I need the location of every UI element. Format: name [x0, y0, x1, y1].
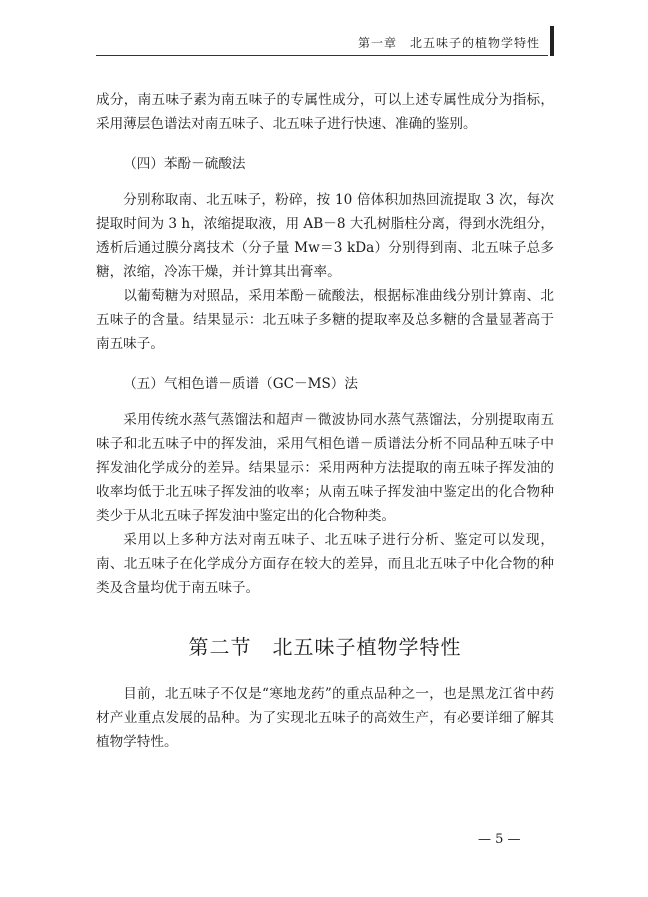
paragraph-polysaccharide-extraction: 分别称取南、北五味子，粉碎，按 10 倍体积加热回流提取 3 次，每次提取时间为 3 h，浓缩提取液，用 AB－8 大孔树脂柱分离，得到水洗组分，透析后通过膜分离技术（分子量 Mw＝3 kDa）分别得到南、北五味子总多糖，浓缩，冷冻干燥，并计算其出膏率。: [96, 192, 554, 280]
paragraph-summary: 采用以上多种方法对南五味子、北五味子进行分析、鉴定可以发现，南、北五味子在化学成分方面存在较大的差异，而且北五味子中化合物的种类及含量均优于南五味子。: [96, 532, 554, 596]
header-bar: [550, 26, 554, 56]
paragraph-section-intro: 目前，北五味子不仅是“寒地龙药”的重点品种之一，也是黑龙江省中药材产业重点发展的品种。为了实现北五味子的高效生产，有必要详细了解其植物学特性。: [96, 686, 554, 750]
running-header: [96, 26, 554, 56]
header-rule: [96, 55, 548, 56]
paragraph-volatile-oil: 采用传统水蒸气蒸馏法和超声－微波协同水蒸气蒸馏法，分别提取南五味子和北五味子中的挥发油，采用气相色谱－质谱法分析不同品种五味子中挥发油化学成分的差异。结果显示：采用两种方法提取的南五味子挥发油的收率均低于北五味子挥发油的收率；从南五味子挥发油中鉴定出的化合物种类少于从北五味子挥发油中鉴定出的化合物种类。: [96, 412, 554, 524]
paragraph-polysaccharide-result: 以葡萄糖为对照品，采用苯酚－硫酸法，根据标准曲线分别计算南、北五味子的含量。结果显示：北五味子多糖的提取率及总多糖的含量显著高于南五味子。: [96, 288, 554, 352]
section-title: 第二节 北五味子植物学特性: [188, 635, 462, 659]
subheading-phenol-sulfuric: （四）苯酚－硫酸法: [123, 156, 246, 172]
page-number: — 5 —: [478, 832, 521, 847]
running-title: 第一章 北五味子的植物学特性: [357, 36, 540, 50]
paragraph-continuation: 成分，南五味子素为南五味子的专属性成分，可以上述专属性成分为指标，采用薄层色谱法对南五味子、北五味子进行快速、准确的鉴别。: [96, 92, 554, 132]
subheading-gc-ms: （五）气相色谱－质谱（GC－MS）法: [123, 376, 358, 392]
page-body: [96, 88, 554, 754]
